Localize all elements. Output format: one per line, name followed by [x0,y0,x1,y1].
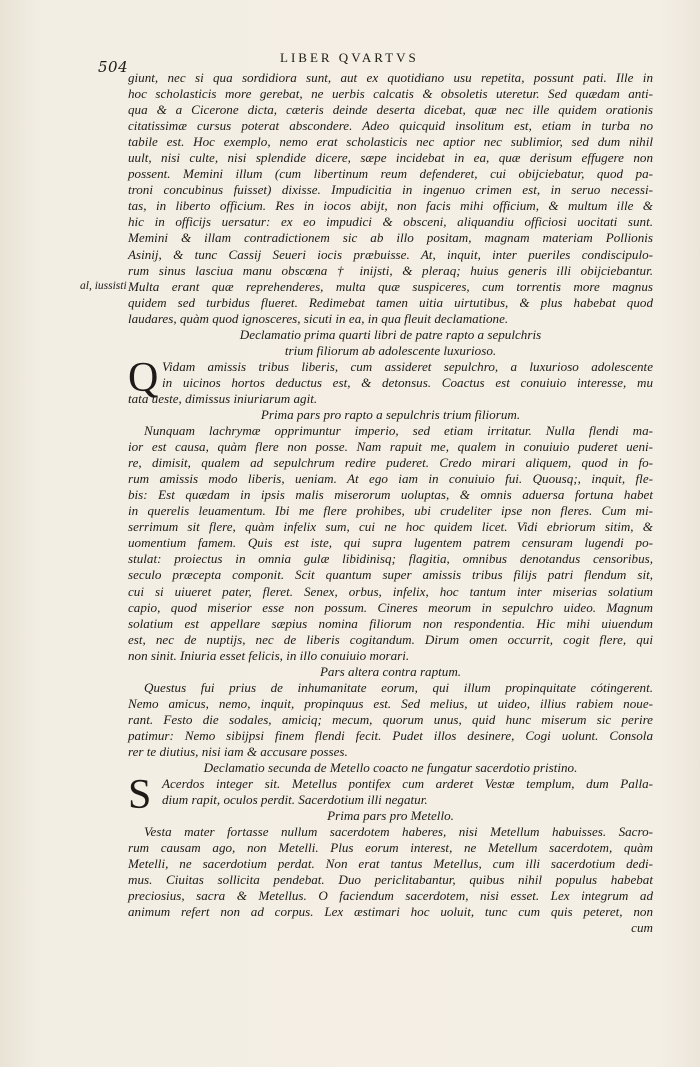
text-line: rant. Festo die sodales, amiciq; mecum, quorum unus, quid hunc miserum sic perire [128,711,653,727]
text-line: patimur: Nemo sibijpsi finem flendi fecit. Pudet illos desinere, Cogi uolunt. Consola [128,727,653,743]
text-line: hoc scholasticis more gerebat, ne uerbis calcatis & obsoletis uteretur. Sed quædam anti- [128,86,653,102]
drop-capital: S [128,772,152,819]
text-line: Nemo amicus, nemo, inquit, propinquus est. Sed melius, ut uideo, illius rabiem noue- [128,695,653,711]
text-line: stulat: proiectus in omnia gulæ libidinisq; flagitia, omnibus denotandus censoribus, [128,551,653,567]
text-line: Questus fui prius de inhumanitate eorum, qui illum propinquitate cótingerent. [144,679,653,695]
text-line: tabile est. Hoc exemplo, nemo erat scholasticis nec aptior nec sublimior, sed dum nihil [128,134,653,150]
text-line: rum causam ago, non Metelli. Plus eorum interest, ne Metellum sacerdotem, quàm [128,840,653,856]
section-heading: Pars altera contra raptum. [319,663,462,679]
text-line: qua & a Cicerone dicta, cæteris deinde deserta dicebat, quæ nec ille quidem orationis [128,102,653,118]
text-line: quidem sed turbidus flueret. Redimebat tamen uitia uirtutibus, & plus habebat quod [128,294,653,310]
text-line: laudares, quàm quod ignosceres, sicuti in ea, in qua fleuit declamatione. [128,310,509,326]
paragraph [128,824,653,920]
paragraph [128,423,653,664]
text-line: rer te diutius, nisi iam & accusare posses. [128,743,348,759]
page-number: 504 [98,58,129,76]
text-line: tas, in liberto officium. Res in iocos abijt, non facis mihi officium, & multum ille & [128,198,653,214]
text-line: Multa erant quæ reprehenderes, multa quæ suspiceres, cum torrentis more magnus [128,278,653,294]
text-line: dium rapit, oculos perdit. Sacerdotium illi negatur. [162,792,428,808]
text-line: seculo præcepta componit. Scit quantum super amissis tribus filijs patri flendum sit, [128,567,653,583]
text-line: animum refert non ad corpus. Lex æstimari hoc uoluit, tunc cum quis peteret, non [128,904,653,920]
section-heading: trium filiorum ab adolescente luxurioso. [284,342,497,358]
text-line: hic in officijs uersatur: ex eo impudici & obsceni, aliquandiu officiosi uocitati sunt. [128,214,653,230]
section-heading: Declamatio prima quarti libri de patre rapto a sepulchris [239,326,542,342]
text-line: Memini & illam contradictionem sic ab illo positam, magnam materiam Pollionis [128,230,653,246]
text-line: Asinij, & tunc Cassij Seueri iocis præbuisse. At, inquit, inter pueriles condiscipulo- [128,246,653,262]
text-line: ior est causa, quàm flere non posse. Nam rapuit me, qualem in conuiuio puderet ueni- [128,439,653,455]
text-line: Acerdos integer sit. Metellus pontifex cum arderet Vestæ templum, dum Palla- [162,776,653,792]
running-head: LIBER QVARTVS [280,50,419,65]
text-line: capio, quod miserior esse non possum. Cineres meorum in sepulchro uideo. Magnum [128,599,653,615]
text-line: in uicinos hortos deductus est, & detonsus. Coactus est conuiuio interesse, mu [162,374,653,390]
text-line: troni concubinus fuisset) dixisse. Impudicitia in ingenuo crimen est, in seruo necessi- [128,182,653,198]
paragraph [128,680,653,760]
text-line: re, dimisit, qualem ad sepulchrum redire puderet. Credo mirari aliquem, quod in fo- [128,455,653,471]
text-line: Nunquam lachrymæ opprimuntur imperio, sed etiam irritatur. Nulla flendi ma- [144,423,653,439]
text-line: Vesta mater fortasse nullum sacerdotem haberes, nisi Metellum habuisses. Sacro- [144,824,653,840]
text-line: mus. Ciuitas sollicita pendebat. Duo periclitabantur, quibus nihil populus habebat [128,872,653,888]
margin-note: al, iussisti [80,280,127,292]
text-line: preciosius, sacra & Metellus. O faciendum sacerdotem, nisi esset. Lex integrum ad [128,888,653,904]
text-line: bis: Est quædam in ipsis malis miserorum uoluptas, & omnis aduersa fortuna habet [128,487,653,503]
text-line: uomentium famem. Quis est iste, qui supra lugentem patrem censuram lugendi po- [128,535,653,551]
text-line: possent. Memini illum (cum libertinum reum defenderet, cui obijciebatur, quod pa- [128,166,653,182]
text-line: Metelli, ne sacerdotium perdat. Non erat tantus Metellus, cum illi sacerdotium dedi- [128,856,653,872]
section-heading: Declamatio secunda de Metello coacto ne fungatur sacerdotio pristino. [203,760,578,776]
text-line: est, nec de nuptijs, nec de liberis cogitandum. Dirum omen occurrit, cogit flere, qui [128,631,653,647]
section-heading: Prima pars pro rapto a sepulchris trium filiorum. [260,406,521,422]
paragraph [128,70,653,327]
catchword: cum [631,920,653,936]
text-line: giunt, nec si qua sordidiora sunt, aut ex quotidiano usu repetita, possunt pati. Ille in [128,70,653,85]
text-line: uult, nisi culte, nisi splendide dicere, sæpe incidebat in ea, quæ derisum effugere non [128,150,653,166]
text-line: cui si uiueret pater, fleret. Senex, orbus, infelix, hoc tantum inter miserias solatium [128,583,653,599]
text-line: Vidam amissis tribus liberis, cum assideret sepulchro, a luxurioso adolescente [162,358,653,374]
text-line: rum sinus lasciua manu obscœna † inijsti, & pleraq; huius generis illi obijciebantur. [128,262,653,278]
text-line: rum amissis modo liberis, ueniam. At ego iam in conuiuio fui. Quousq;, inquit, fle- [128,471,653,487]
drop-capital: Q [128,354,159,401]
body-text [128,70,653,937]
text-line: serrimum sit flere, quàm infelix sum, cui ne hoc quidem licet. Vidi ebriorum sitim, & [128,519,653,535]
text-line: citatissimæ cursus poterat abscondere. Adeo quicquid insolitum est, etiam in turba no [128,118,653,134]
paragraph [128,354,653,407]
section-heading: Prima pars pro Metello. [327,808,454,824]
text-line: in querelis leuamentum. Ibi me flere prohibes, ubi crudeliter ipse non fleres. Cum mi- [128,503,653,519]
text-line: non sinit. Iniuria esset felicis, in illo conuiuio morari. [128,647,410,663]
text-line: tata ueste, dimissus iniuriarum agit. [128,390,318,406]
text-line: solatium est appellare sæpius nomina filiorum non respondentia. Hic mihi uiuendum [128,615,653,631]
